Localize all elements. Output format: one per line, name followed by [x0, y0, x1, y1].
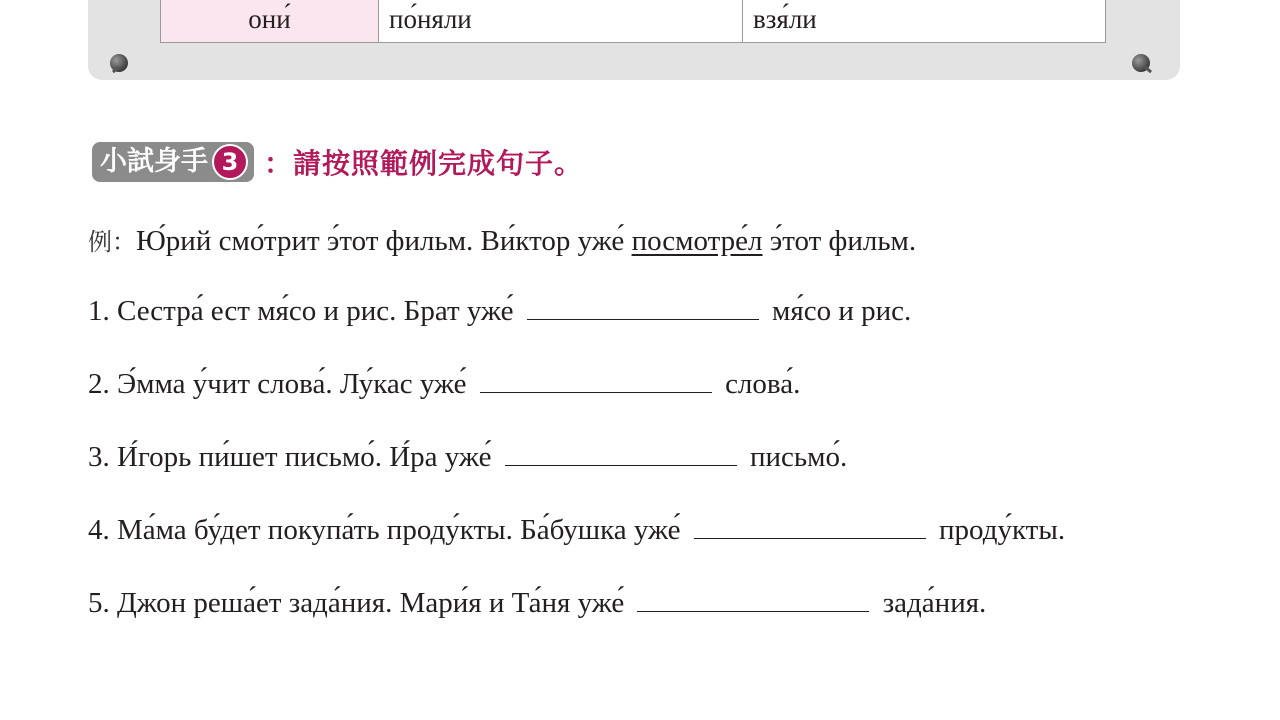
conjugation-table-row — [160, 0, 1106, 43]
exercise-item — [88, 514, 1065, 547]
example-line — [88, 222, 916, 258]
item-number: 2. — [88, 368, 110, 400]
item-sentence: Джон реша́ет зада́ния. Мари́я и Та́ня уже́ — [117, 587, 625, 619]
exercise-tag — [92, 142, 254, 182]
item-number: 5. — [88, 587, 110, 619]
example-text-1: Ю́рий смо́трит э́тот фильм. Ви́ктор уже́ — [136, 225, 632, 257]
pushpin-left-icon — [110, 54, 132, 76]
example-label: 例： — [88, 228, 136, 256]
exercise-item — [88, 295, 911, 328]
exercise-instruction: ：請按照範例完成句子。 — [264, 147, 584, 180]
item-number: 4. — [88, 514, 110, 546]
exercise-number-badge: 3 — [212, 144, 248, 180]
example-text-2: э́тот фильм. — [762, 225, 917, 257]
item-sentence: И́горь пи́шет письмо́. И́ра уже́ — [117, 441, 492, 473]
form-cell-2: взя́ли — [753, 4, 817, 34]
item-number: 1. — [88, 295, 110, 327]
answer-blank[interactable] — [694, 516, 926, 539]
pronoun-cell: они́ — [161, 0, 379, 42]
exercise-item — [88, 587, 986, 620]
item-sentence: Сестра́ ест мя́со и рис. Брат уже́ — [117, 295, 514, 327]
item-ending: письмо́. — [749, 441, 848, 473]
answer-blank[interactable] — [637, 589, 869, 612]
item-ending: проду́кты. — [939, 514, 1066, 546]
example-answer: посмотре́л — [631, 225, 763, 257]
item-sentence: Э́мма у́чит слова́. Лу́кас уже́ — [117, 368, 467, 400]
form-cell-1: по́няли — [379, 0, 743, 42]
exercise-item — [88, 368, 800, 401]
item-sentence: Ма́ма бу́дет покупа́ть проду́кты. Ба́бушка уже́ — [117, 514, 681, 546]
answer-blank[interactable] — [480, 370, 712, 393]
answer-blank[interactable] — [527, 297, 759, 320]
exercise-heading — [92, 140, 583, 184]
item-ending: слова́. — [725, 368, 801, 400]
answer-blank[interactable] — [505, 443, 737, 466]
exercise-tag-label: 小試身手 — [100, 146, 208, 177]
item-number: 3. — [88, 441, 110, 473]
pushpin-right-icon — [1132, 54, 1154, 76]
item-ending: зада́ния. — [882, 587, 987, 619]
exercise-item — [88, 441, 847, 474]
item-ending: мя́со и рис. — [772, 295, 912, 327]
